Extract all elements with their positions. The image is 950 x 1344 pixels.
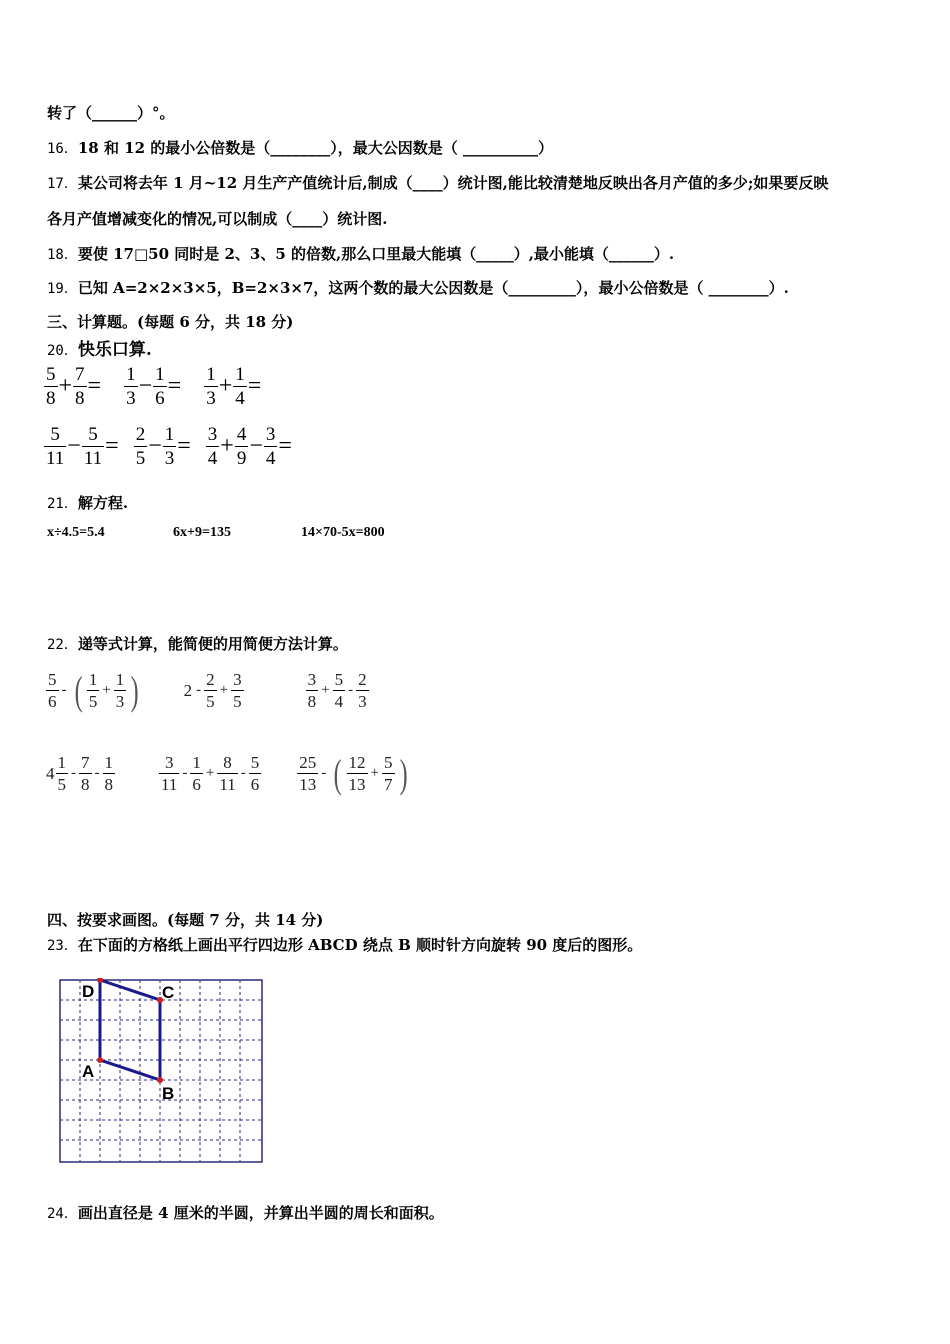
q24-text: 画出直径是 4 厘米的半圆，并算出半圆的周长和面积。: [77, 1204, 444, 1222]
operator: +: [102, 682, 111, 698]
operator: +: [220, 433, 234, 459]
point-a: [97, 1057, 103, 1063]
equals-sign: =: [167, 373, 182, 399]
operator: +: [218, 373, 233, 399]
fraction: $\frac{1}{3}$: [164, 424, 175, 469]
fraction: 1 8: [104, 753, 113, 794]
question-21: [47, 492, 128, 513]
operator: -: [240, 765, 246, 781]
question-19: [47, 277, 789, 298]
fraction: $\frac{3}{4}$: [265, 424, 276, 469]
q24-number: 24．: [47, 1206, 78, 1222]
q21-text: 解方程.: [77, 494, 129, 512]
whole-number: 2: [183, 680, 193, 700]
q20-row-1: [44, 365, 262, 408]
question-17: [47, 172, 828, 193]
q22-row-2: [46, 750, 412, 797]
operator: −: [138, 373, 153, 399]
q22-number: 22．: [47, 637, 78, 653]
q17-text-line1: 某公司将去年 1 月~12 月生产产值统计后,制成（____）统计图,能比较清楚地反映出各月产值的多少;如果要反映: [77, 174, 829, 192]
fraction: $\frac{4}{9}$: [236, 424, 247, 469]
point-b: [157, 1077, 163, 1083]
fraction: 5 6: [48, 670, 57, 711]
fraction: 5 8: [46, 364, 56, 409]
question-16: [47, 137, 553, 158]
label-d: D: [82, 982, 95, 1001]
q17-text-line2: 各月产值增减变化的情况,可以制成（____）统计图.: [47, 210, 388, 228]
fraction: 12 13: [348, 753, 366, 794]
right-paren: ): [399, 751, 408, 796]
section-4-heading: 四、按要求画图。(每题 7 分，共 14 分): [47, 911, 324, 929]
fraction: 1 3: [126, 364, 136, 409]
q18-number: 18．: [47, 247, 78, 263]
fraction: 25 13: [299, 753, 317, 794]
q20-number: 20．: [47, 343, 78, 359]
q19-text: 已知 A=2×2×3×5，B=2×3×7，这两个数的最大公因数是（_________），最小公倍数是（ ________）.: [77, 279, 789, 297]
fraction: $\frac{7}{8}$: [75, 364, 85, 409]
section-3-heading: 三、计算题。(每题 6 分，共 18 分): [47, 313, 294, 331]
q19-number: 19．: [47, 281, 78, 297]
fraction: $\frac{1}{3}$: [115, 670, 125, 711]
question-23: [47, 934, 642, 955]
operator: −: [67, 433, 81, 459]
q21-number: 21．: [47, 496, 78, 512]
fraction: 1 5: [57, 753, 66, 794]
operator: +: [219, 682, 229, 698]
operator: -: [94, 765, 100, 781]
fraction: 7 8: [81, 753, 90, 794]
fraction: 3 8: [307, 670, 317, 711]
fraction: 1 3: [206, 364, 216, 409]
equals-sign: =: [87, 373, 102, 399]
operator: +: [370, 765, 380, 781]
question-18: [47, 243, 674, 264]
fraction: 3 4: [207, 424, 218, 469]
equals-sign: =: [177, 433, 191, 459]
fraction: $\frac{5}{7}$: [384, 753, 393, 794]
fraction: 1 5: [88, 670, 98, 711]
q20-text: 快乐口算.: [77, 340, 152, 360]
fraction: 2 3: [358, 670, 367, 711]
q22-text: 递等式计算，能简便的用简便方法计算。: [77, 635, 348, 653]
operator: +: [321, 682, 330, 698]
q16-number: 16．: [47, 141, 78, 157]
grid-figure: [58, 978, 264, 1164]
fraction: $\frac{8}{11}$: [219, 753, 236, 794]
label-c: C: [162, 983, 175, 1002]
label-a: A: [82, 1062, 95, 1081]
operator: -: [321, 765, 327, 781]
label-b: B: [162, 1084, 175, 1103]
fraction: $\frac{3}{5}$: [233, 670, 242, 711]
operator: +: [205, 765, 215, 781]
right-paren: ): [130, 668, 139, 713]
equation-2: 6x+9=135: [173, 525, 231, 540]
q18-text: 要使 17□50 同时是 2、3、5 的倍数,那么口里最大能填（_____）,最小能填（______）.: [77, 245, 675, 263]
operator: −: [148, 433, 162, 459]
left-paren: (: [74, 668, 83, 713]
left-paren: (: [333, 751, 342, 796]
q17-number: 17．: [47, 176, 78, 192]
fraction: 3 11: [161, 753, 178, 794]
operator: −: [249, 433, 263, 459]
equation-3: 14×70-5x=800: [301, 525, 385, 540]
equation-1: x÷4.5=5.4: [47, 525, 105, 540]
fraction: $\frac{5}{11}$: [83, 424, 103, 469]
whole-number: 4: [46, 763, 55, 783]
operator: -: [348, 682, 354, 698]
fraction: $\frac{1}{4}$: [235, 364, 245, 409]
q22-row-1: [46, 667, 369, 714]
fraction: $\frac{5}{4}$: [334, 670, 344, 711]
q23-number: 23．: [47, 938, 78, 954]
operator: -: [182, 765, 188, 781]
fraction: 2 5: [206, 670, 215, 711]
parallelogram-abcd: [100, 980, 160, 1080]
operator: -: [196, 682, 202, 698]
equals-sign: =: [105, 433, 119, 459]
fraction: 1 6: [192, 753, 201, 794]
q15-tail: 转了（______）°。: [47, 104, 175, 122]
equals-sign: =: [278, 433, 292, 459]
fraction: 5 6: [250, 753, 260, 794]
q16-text: 18 和 12 的最小公倍数是（________），最大公因数是（ __________）: [77, 139, 553, 157]
fraction: 5 11: [46, 424, 65, 469]
fraction: 2 5: [135, 424, 146, 469]
question-20: [47, 335, 152, 360]
operator: -: [71, 765, 76, 781]
q23-text: 在下面的方格纸上画出平行四边形 ABCD 绕点 B 顺时针方向旋转 90 度后的图形。: [77, 936, 643, 954]
equals-sign: =: [247, 373, 262, 399]
operator: +: [58, 373, 73, 399]
question-22: [47, 633, 348, 654]
question-24: [47, 1202, 444, 1223]
fraction: $\frac{1}{6}$: [155, 364, 165, 409]
q20-row-2: [44, 425, 293, 468]
operator: -: [61, 682, 67, 698]
